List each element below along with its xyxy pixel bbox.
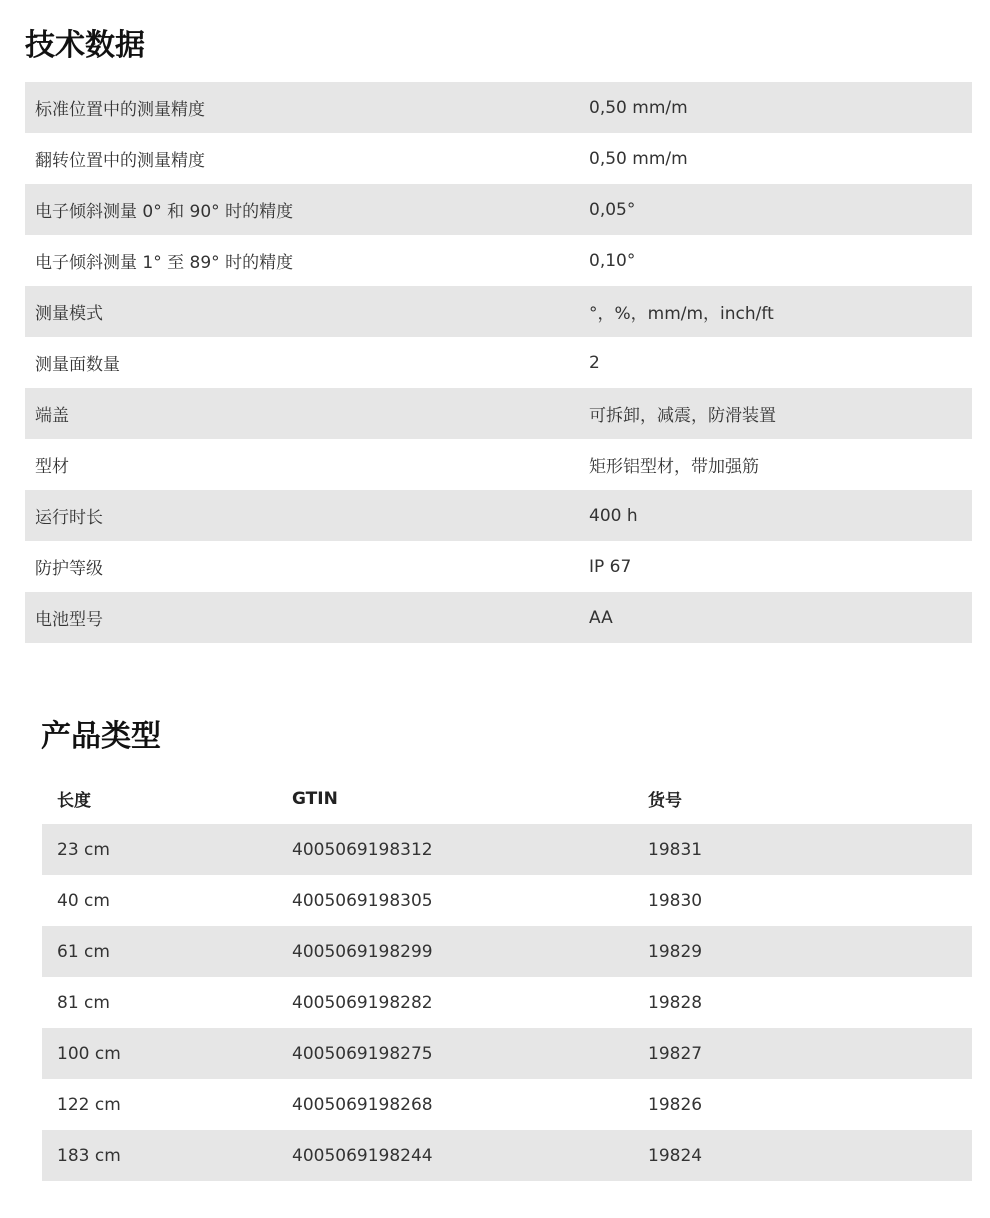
spec-label: 测量模式 [35,304,103,324]
spec-value: 400 h [589,505,638,526]
header-gtin: GTIN [292,788,338,809]
table-row [42,875,972,926]
spec-row [25,184,972,235]
spec-value: 0,10° [589,250,636,271]
table-row [42,1130,972,1181]
product-types-table [42,773,972,1181]
cell-length: 183 cm [57,1145,121,1166]
cell-length: 100 cm [57,1043,121,1064]
cell-length: 40 cm [57,890,110,911]
spec-label: 标准位置中的测量精度 [35,100,205,120]
cell-article-no: 19824 [648,1145,703,1166]
table-header [42,773,972,824]
cell-article-no: 19828 [648,992,703,1013]
spec-row [25,235,972,286]
cell-article-no: 19826 [648,1094,703,1115]
cell-length: 122 cm [57,1094,121,1115]
spec-label: 测量面数量 [35,355,120,375]
cell-length: 23 cm [57,839,110,860]
spec-label: 电子倾斜测量 0° 和 90° 时的精度 [35,202,294,222]
spec-value: 0,50 mm/m [589,148,688,169]
spec-row [25,82,972,133]
spec-value: 0,05° [589,199,636,220]
cell-article-no: 19829 [648,941,703,962]
spec-label: 端盖 [35,406,69,426]
spec-row [25,541,972,592]
spec-row [25,439,972,490]
cell-article-no: 19830 [648,890,703,911]
cell-gtin: 4005069198312 [292,839,433,860]
spec-label: 防护等级 [35,559,103,579]
cell-gtin: 4005069198244 [292,1145,433,1166]
product-types-title: 产品类型 [41,719,161,754]
spec-label: 翻转位置中的测量精度 [35,151,205,171]
tech-data-table [25,82,972,643]
cell-gtin: 4005069198275 [292,1043,433,1064]
spec-label: 型材 [35,457,69,477]
spec-row [25,388,972,439]
header-article-no: 货号 [648,791,682,811]
cell-length: 81 cm [57,992,110,1013]
cell-gtin: 4005069198305 [292,890,433,911]
spec-value: 矩形铝型材，带加强筋 [589,457,759,477]
spec-row [25,133,972,184]
spec-value: 0,50 mm/m [589,97,688,118]
table-row [42,1079,972,1130]
table-row [42,1028,972,1079]
cell-article-no: 19831 [648,839,703,860]
spec-row [25,286,972,337]
spec-value: AA [589,607,613,628]
cell-length: 61 cm [57,941,110,962]
header-length: 长度 [57,791,91,811]
table-row [42,926,972,977]
spec-value: °，%，mm/m，inch/ft [589,304,774,324]
table-row [42,977,972,1028]
tech-data-title: 技术数据 [25,28,145,63]
table-row [42,824,972,875]
spec-label: 电子倾斜测量 1° 至 89° 时的精度 [35,253,294,273]
spec-row [25,592,972,643]
spec-row [25,337,972,388]
spec-value: IP 67 [589,556,632,577]
cell-article-no: 19827 [648,1043,703,1064]
cell-gtin: 4005069198299 [292,941,433,962]
spec-label: 运行时长 [35,508,103,528]
cell-gtin: 4005069198268 [292,1094,433,1115]
spec-label: 电池型号 [35,610,103,630]
spec-row [25,490,972,541]
spec-value: 可拆卸，减震，防滑装置 [589,406,776,426]
cell-gtin: 4005069198282 [292,992,433,1013]
spec-value: 2 [589,352,600,373]
